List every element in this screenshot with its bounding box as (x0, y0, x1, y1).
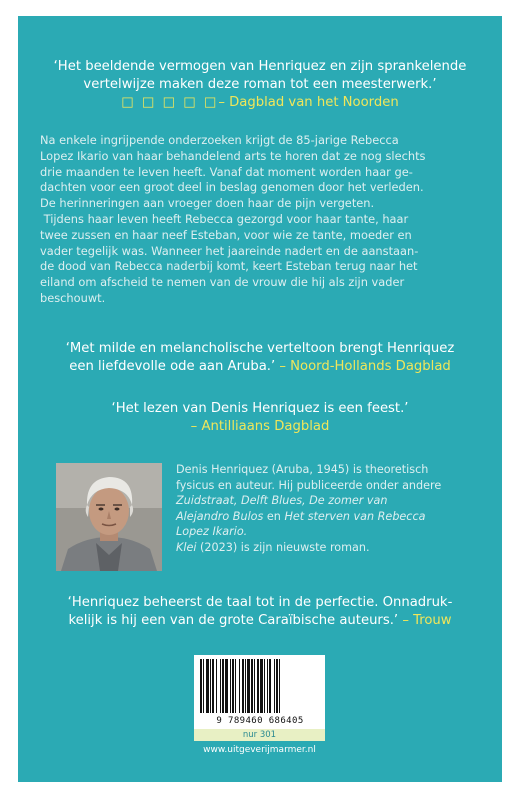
quote-3-line-1: ‘Het lezen van Denis Henriquez is een feest.’ (111, 401, 409, 416)
quote-1-line-1: ‘Het beeldende vermogen van Henriquez en zijn sprankelende (53, 59, 467, 74)
review-quote-3 (40, 400, 480, 436)
bio-line-2: fysicus en auteur. Hij publiceerde onder andere (176, 478, 442, 492)
quote-1-line-2: vertelwijze maken deze roman tot een meesterwerk.’ (83, 77, 437, 92)
bio-conjunction: en (263, 509, 285, 523)
nur-code: nur 301 (242, 730, 277, 740)
bio-line-5 (176, 524, 466, 540)
bio-line-6 (176, 540, 466, 556)
synopsis-line: dachten voor een groot deel in beslag genomen door het verleden. (40, 180, 424, 195)
author-portrait-icon (56, 463, 162, 571)
synopsis-line: Na enkele ingrijpende onderzoeken krijgt de 85-jarige Rebecca (40, 133, 399, 147)
bio-line-3 (176, 493, 466, 509)
quote-2-line-1: ‘Met milde en melancholische verteltoon brengt Henriquez (65, 341, 455, 356)
synopsis-line: de dood van Rebecca naderbij komt, keert Esteban terug naar het (40, 259, 418, 274)
quote-3-source: – Antilliaans Dagblad (190, 419, 330, 434)
bio-line-1: Denis Henriquez (Aruba, 1945) is theoretisch (176, 463, 429, 476)
bio-titles: Zuidstraat, Delft Blues, De zomer van (176, 494, 388, 507)
quote-1-source: – Dagblad van het Noorden (218, 95, 399, 110)
synopsis-line: Lopez Ikario van haar behandelend arts te horen dat ze nog slechts (40, 148, 426, 163)
review-quote-1 (40, 58, 480, 112)
quote-1-attribution (40, 94, 480, 112)
synopsis-line: De herinneringen aan vroeger doen haar de pijn vergeten. (40, 196, 375, 211)
isbn-number: 9 789460 686405 (216, 716, 304, 726)
synopsis-line: eiland om afscheid te nemen van de vrouw die hij als zijn vader (40, 275, 405, 290)
author-bio (176, 462, 466, 555)
synopsis-line: drie maanden te leven heeft. Vanaf dat moment worden haar ge- (40, 164, 413, 179)
review-quote-4 (40, 594, 480, 630)
quote-4-line-1: ‘Henriquez beheerst de taal tot in de perfectie. Onnadruk- (67, 595, 453, 610)
synopsis-line: vader tegelijk was. Wanneer het jaareinde nadert en de aanstaan- (40, 243, 419, 258)
bio-title-rebecca: Het sterven van Rebecca (284, 509, 426, 523)
synopsis-line: beschouwt. (40, 290, 106, 305)
bio-title-klei: Klei (176, 540, 197, 554)
rating-stars: □ □ □ □ □ (121, 95, 219, 110)
bio-newest: (2023) is zijn nieuwste roman. (196, 540, 370, 554)
bio-title-bulos: Alejandro Bulos (176, 509, 264, 523)
bio-line-4 (176, 509, 466, 525)
bio-title-rebecca-end: Lopez Ikario. (176, 525, 248, 538)
book-synopsis (40, 133, 480, 307)
review-quote-2 (40, 340, 480, 376)
quote-2-line-2: een liefdevolle ode aan Aruba.’ (69, 359, 276, 374)
quote-4-source: – Trouw (398, 613, 452, 628)
synopsis-line: twee zussen en haar neef Esteban, voor wie ze tante, moeder en (40, 227, 412, 242)
barcode-icon (194, 655, 325, 715)
publisher-url: www.uitgeverijmarmer.nl (203, 745, 316, 755)
quote-4-line-2: kelijk is hij een van de grote Caraïbische auteurs.’ (68, 613, 399, 628)
quote-2-source: – Noord-Hollands Dagblad (275, 359, 451, 374)
quote-4-line-2-wrap (40, 612, 480, 630)
author-photo (56, 463, 162, 571)
quote-2-line-2-wrap (40, 358, 480, 376)
synopsis-line: Tijdens haar leven heeft Rebecca gezorgd voor haar tante, haar (40, 211, 409, 226)
